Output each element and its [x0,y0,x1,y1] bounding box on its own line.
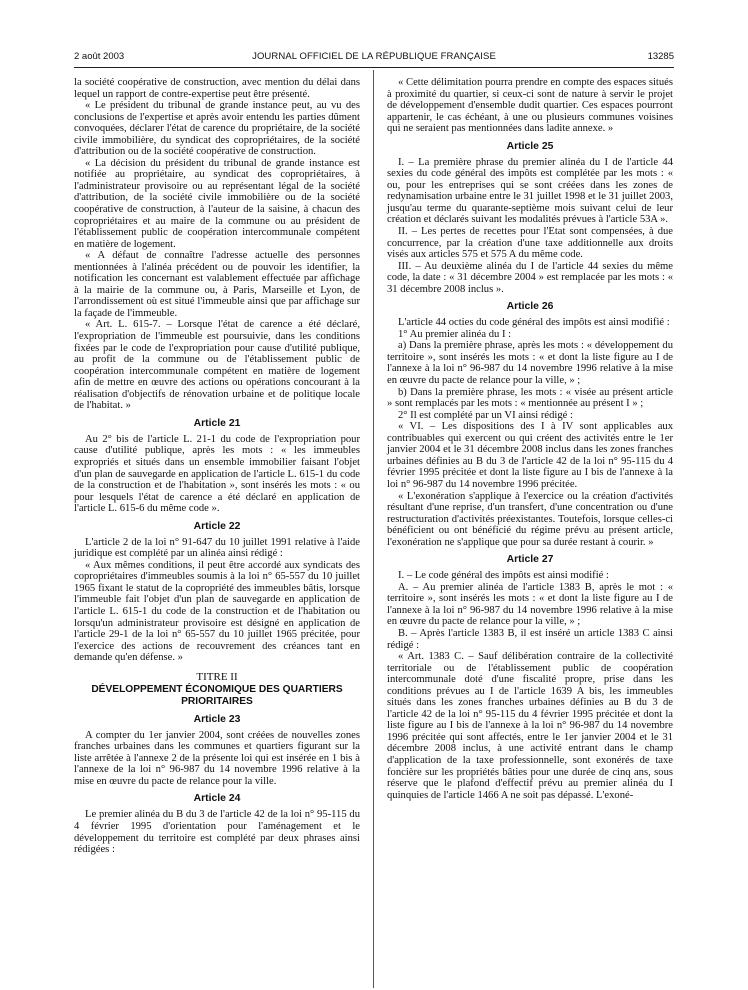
paragraph: Au 2° bis de l'article L. 21-1 du code de l'expropriation pour cause d'utilité publique, après les mots : « les immeubles expropriés et situés dans un ensemble immobilier faisant l'objet d'un plan de sauvegarde en application de l'article L. 615-1 du code de la construction et de l'habitation », sont insérés les mots : « ou pour lesquels l'état de carence a été déclaré en application de l'article L. 615-6 du même code ». [74,433,360,515]
article-heading: Article 27 [506,554,554,566]
paragraph: L'article 2 de la loi n° 91-647 du 10 juillet 1991 relative à l'aide juridique est complété par un alinéa ainsi rédigé : [74,536,360,560]
issue-date: 2 août 2003 [74,51,125,62]
paragraph: Le premier alinéa du B du 3 de l'article 42 de la loi n° 95-115 du 4 février 1995 d'orientation pour l'aménagement et le développement du territoire est complété par deux phrases ainsi rédigées : [74,809,360,856]
paragraph: a) Dans la première phrase, après les mots : « développement du territoire », sont insérés les mots : « et dont la liste figure au I de l'annexe à la loi n° 96-987 du 14 novembre 1996 relative à la mise en œuvre du pacte de relance pour la ville, » ; [387,340,673,387]
paragraph: III. – Au deuxième alinéa du I de l'article 44 sexies du même code, la date : « 31 décembre 2004 » est remplacée par les mots : « 31 décembre 2008 inclus ». [387,260,673,295]
paragraph: la société coopérative de construction, avec mention du délai dans lequel un rapport de contre-expertise peut être présenté. [74,77,360,100]
right-column [387,77,673,801]
article-heading: Article 21 [193,417,241,429]
left-column [74,77,360,856]
page-header [74,51,674,65]
paragraph: 2° Il est complété par un VI ainsi rédigé : [398,409,573,421]
paragraph: « Art. L. 615-7. – Lorsque l'état de carence a été déclaré, l'expropriation de l'immeuble est poursuivie, dans les conditions fixées par le code de l'expropriation pour cause d'utilité publique, au profit de la commune ou de l'établissement public de coopération intercommunale compétent en matière de logement afin de mettre en œuvre des actions ou opérations concourant à la réalisation d'objectifs de rénovation urbaine et de politique locale de l'habitat. » [74,319,360,412]
paragraph: « VI. – Les dispositions des I à IV sont applicables aux contribuables qui exercent ou qui créent des activités entre le 1er janvier 2004 et le 31 décembre 2008 inclus dans les zones franches urbaines définies au B du 3 de l'article 42 de la loi n° 95-115 du 4 février 1995 précitée et dont la liste figure au I bis de l'annexe à la loi n° 96-987 du 14 novembre 1996 précitée. [387,421,673,490]
paragraph: « Le président du tribunal de grande instance peut, au vu des conclusions de l'expertise et après avoir entendu les parties dûment convoquées, déclarer l'état de carence du propriétaire, de la société civile immobilière, du syndicat des copropriétaires, de la société d'attribution ou de la société coopérative de construction. [74,100,360,158]
paragraph: B. – Après l'article 1383 B, il est inséré un article 1383 C ainsi rédigé : [387,627,673,651]
paragraph: « Cette délimitation pourra prendre en compte des espaces situés à proximité du quartier, si ceux-ci sont de nature à servir le projet de développement d'ensemble dudit quartier. Ces espaces pourront appartenir, le cas échéant, à une ou plusieurs communes voisines qui ne seraient pas mentionnées dans ladite annexe. » [387,77,673,135]
paragraph: II. – Les pertes de recettes pour l'Etat sont compensées, à due concurrence, par la création d'une taxe additionnelle aux droits visés aux articles 575 et 575 A du même code. [387,226,673,261]
article-heading: Article 25 [506,140,554,152]
journal-title: JOURNAL OFFICIEL DE LA RÉPUBLIQUE FRANÇAISE [252,51,496,62]
paragraph: b) Dans la première phrase, les mots : « visée au présent article » sont remplacés par les mots : « mentionnée au présent I » ; [387,386,673,410]
article-heading: Article 26 [506,301,554,313]
page-number: 13285 [647,51,674,62]
title-subheading: DÉVELOPPEMENT ÉCONOMIQUE DES QUARTIERS PRIORITAIRES [91,683,343,707]
paragraph: A. – Au premier alinéa de l'article 1383 B, après le mot : « territoire », sont insérés les mots : « et dont la liste figure au I de l'annexe à la loi n° 96-987 du 14 novembre 1996 relative à la mise en œuvre du pacte de relance pour la ville, » ; [387,581,673,628]
article-heading: Article 24 [193,793,241,805]
article-heading: Article 22 [193,520,241,532]
paragraph: I. – La première phrase du premier alinéa du I de l'article 44 sexies du code général des impôts est complétée par les mots : « ou, pour les entreprises qui se sont créées dans les zones de redynamisation urbaine entre le 31 juillet 1998 et le 31 juillet 2003, jusqu'au terme du quarante-septième mois suivant celui de leur création et déclarés suivant les modalités prévues à l'article 53A ». [387,156,673,226]
column-divider [373,70,374,988]
paragraph: L'article 44 octies du code général des impôts est ainsi modifié : [398,317,670,329]
paragraph: « La décision du président du tribunal de grande instance est notifiée au propriétaire, au syndicat des copropriétaires, à l'administrateur provisoire ou au représentant légal de la société d'attribution, de la société civile immobilière ou de la société coopérative de construction, à l'auteur de la saisine, à chacun des copropriétaires et au maire de la commune ou au président de l'établissement public de coopération intercommunale compétent en matière de logement. [74,157,360,250]
paragraph: I. – Le code général des impôts est ainsi modifié : [398,570,609,582]
paragraph: 1° Au premier alinéa du I : [398,328,512,340]
paragraph: « Art. 1383 C. – Sauf délibération contraire de la collectivité territoriale ou de l'établissement public de coopération intercommunale doté d'une fiscalité propre, prise dans les conditions prévues au I de l'article 1639 A bis, les immeubles situés dans les zones franches urbaines définies au B du 3 de l'article 42 de la loi n° 95-115 du 4 février 1995 précitée et dont la liste figure au I bis de l'annexe à la loi n° 96-987 du 14 novembre 1996 précitée qui sont affectés, entre le 1er janvier 2004 et le 31 décembre 2008 inclus, à une activité entrant dans le champ d'application de la taxe professionnelle, sont exonérés de taxe foncière sur les propriétés bâties pour une durée de cinq ans, sous réserve que le plafond d'effectif prévu au premier alinéa du I quinquies de l'article 1466 A ne soit pas dépassé. L'exoné- [387,651,673,801]
article-heading: Article 23 [193,713,241,725]
paragraph: « A défaut de connaître l'adresse actuelle des personnes mentionnées à l'alinéa précédent ou de pouvoir les identifier, la notification les concernant est valablement effectuée par affichage à la mairie de la commune ou, à Paris, Marseille et Lyon, de l'arrondissement où est situé l'immeuble ainsi que par affichage sur la façade de l'immeuble. [74,250,360,319]
paragraph: A compter du 1er janvier 2004, sont créées de nouvelles zones franches urbaines dans les communes et quartiers figurant sur la liste arrêtée à l'annexe 2 de la présente loi qui est insérée en 1 bis à l'annexe de la loi n° 96-987 du 14 novembre 1996 relative à la mise en œuvre du pacte de relance pour la ville. [74,729,360,787]
title-heading: TITRE II [196,670,238,683]
header-rule [74,67,674,68]
paragraph: « L'exonération s'applique à l'exercice ou la création d'activités résultant d'une reprise, d'un transfert, d'une concentration ou d'une restructuration d'activités préexistantes. Toutefois, lorsque celles-ci bénéficient ou ont bénéficié du régime prévu au présent article, l'exonération ne s'applique que pour sa durée restant à courir. » [387,490,673,548]
paragraph: « Aux mêmes conditions, il peut être accordé aux syndicats des copropriétaires d'immeubles soumis à la loi n° 65-557 du 10 juillet 1965 fixant le statut de la copropriété des immeubles bâtis, lorsque l'immeuble fait l'objet d'un plan de sauvegarde en application de l'article L. 615-1 du code de la construction et de l'habitation ou lorsqu'un administrateur provisoire est désigné en application de l'article 29-1 de la loi n° 65-557 du 10 juillet 1965 précitée, pour l'exercice des actions de recouvrement des créances tant en demande qu'en défense. » [74,559,360,664]
